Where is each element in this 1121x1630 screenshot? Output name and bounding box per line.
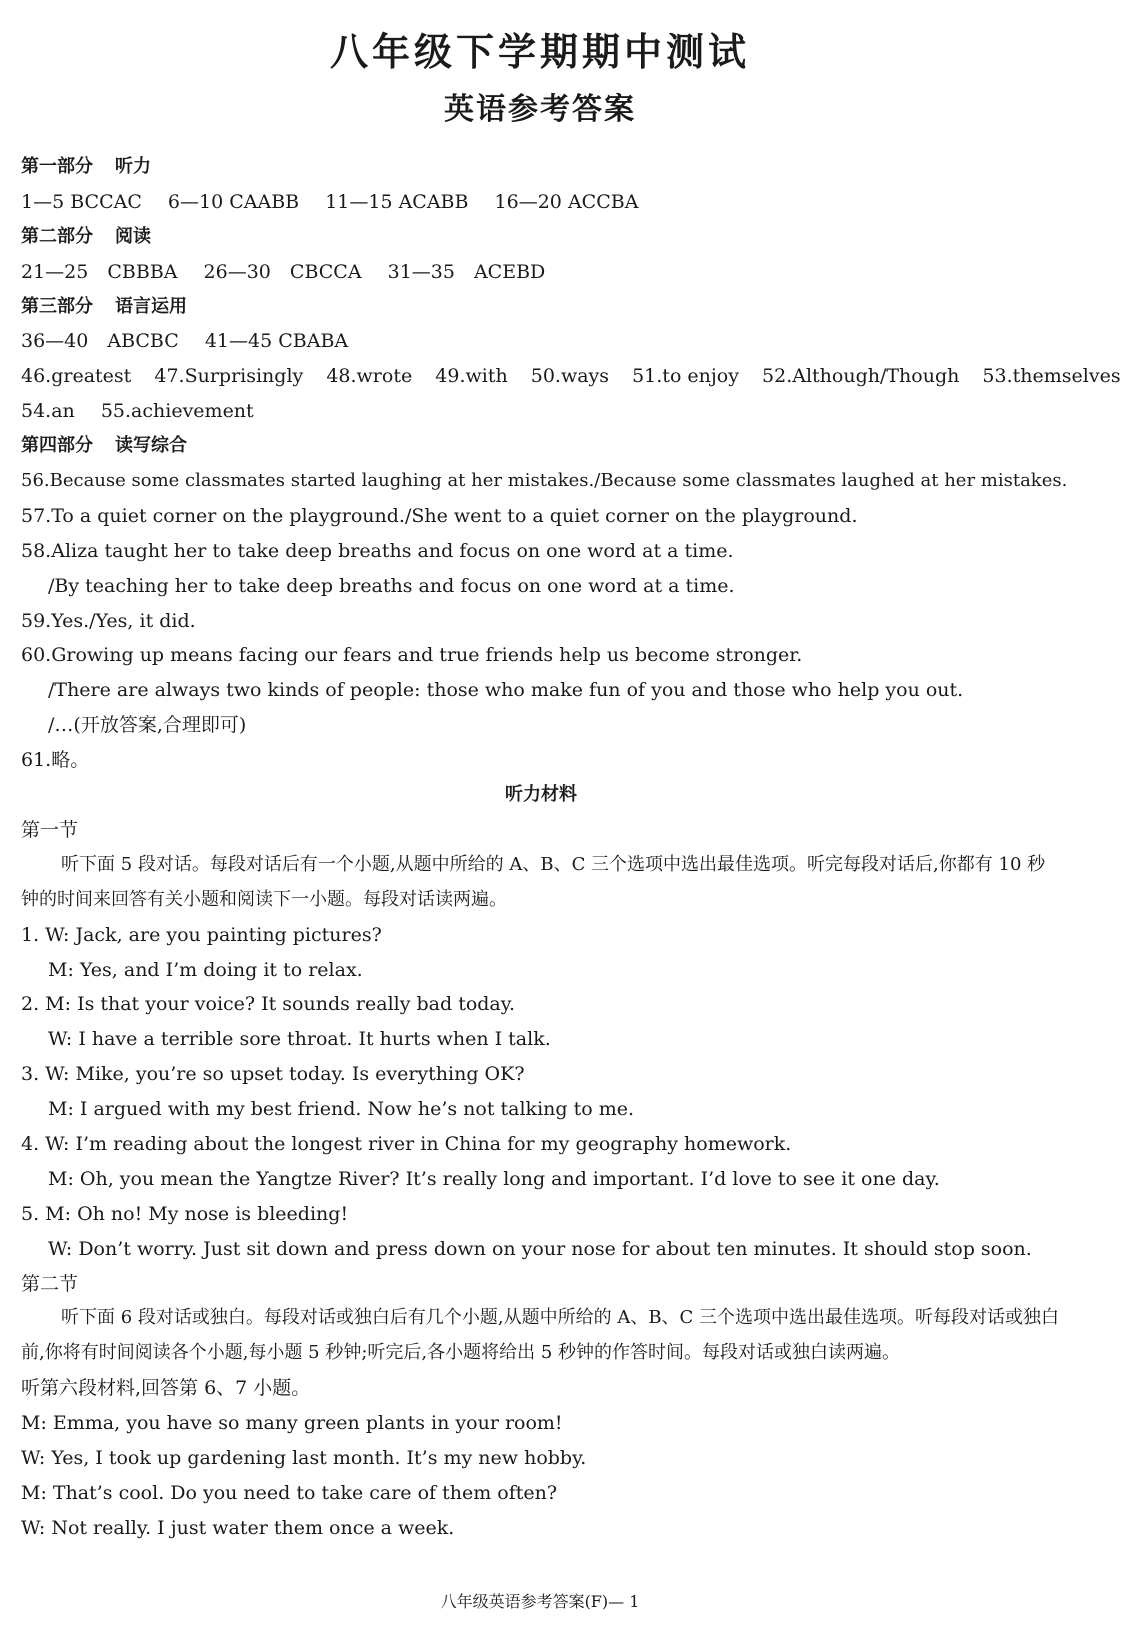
dialogue-line: W: I have a terrible sore throat. It hurts when I talk.	[48, 1028, 551, 1051]
material6-heading: 听第六段材料,回答第 6、7 小题。	[21, 1377, 311, 1400]
dialogue-line: M: Yes, and I’m doing it to relax.	[48, 958, 363, 981]
document-body	[21, 150, 1121, 1546]
part3-answers-row3	[21, 394, 1061, 429]
answer-60: 60.Growing up means facing our fears and true friends help us become stronger.	[21, 644, 803, 667]
dialogue-line: W: Don’t worry. Just sit down and press down on your nose for about ten minutes. It should stop soon.	[48, 1237, 1032, 1260]
answer-group: 21—25 CBBBA	[21, 260, 178, 283]
listening-section2: 第二节	[21, 1272, 79, 1295]
answer-item: 52.Although/Though	[762, 365, 960, 388]
answer-item: 51.to enjoy	[632, 365, 739, 388]
part4-heading-title: 读写综合	[115, 435, 187, 457]
dialogue-line: M: Oh, you mean the Yangtze River? It’s really long and important. I’d love to see it one day.	[48, 1167, 940, 1190]
dialogue-line: 2. M: Is that your voice? It sounds really bad today.	[21, 993, 516, 1016]
material6-line: M: That’s cool. Do you need to take care of them often?	[21, 1481, 558, 1504]
part1-answers	[21, 185, 1061, 220]
answer-57: 57.To a quiet corner on the playground./She went to a quiet corner on the playground.	[21, 504, 858, 527]
answer-item: 48.wrote	[326, 365, 413, 388]
answer-item: 46.greatest	[21, 365, 132, 388]
material6-line: M: Emma, you have so many green plants in your room!	[21, 1412, 563, 1435]
answer-58: 58.Aliza taught her to take deep breaths and focus on one word at a time.	[21, 539, 734, 562]
part3-answers-row1	[21, 324, 1061, 359]
answer-item: 49.with	[435, 365, 508, 388]
answer-group: 26—30 CBCCA	[203, 260, 362, 283]
part3-heading	[21, 290, 1061, 325]
page-subtitle: 英语参考答案	[444, 92, 636, 127]
part1-heading	[21, 150, 1061, 185]
material6-line: W: Yes, I took up gardening last month. It’s my new hobby.	[21, 1447, 587, 1470]
answer-item: 47.Surprisingly	[154, 365, 304, 388]
dialogue-line: M: I argued with my best friend. Now he’s not talking to me.	[48, 1098, 634, 1121]
answer-item: 55.achievement	[100, 400, 254, 423]
answer-56: 56.Because some classmates started laughing at her mistakes./Because some classmates laughed at her mistakes.	[21, 470, 1068, 492]
answer-group: 6—10 CAABB	[167, 190, 300, 213]
answer-group: 11—15 ACABB	[325, 190, 469, 213]
listening-section1: 第一节	[21, 818, 79, 841]
dialogue-line: 1. W: Jack, are you painting pictures?	[21, 923, 382, 946]
answer-item: 53.themselves	[982, 365, 1121, 388]
listening-section2-intro: 听下面 6 段对话或独白。每段对话或独白后有几个小题,从题中所给的 A、B、C 三个选项中选出最佳选项。听每段对话或独白前,你将有时间阅读各个小题,每小题 5 秒钟;听完后,各小题将给出 5 秒钟的作答时间。每段对话或独白读两遍。	[21, 1307, 1060, 1364]
part2-heading-number: 第二部分	[21, 225, 93, 247]
part2-heading-title: 阅读	[115, 225, 151, 247]
answer-group: 41—45 CBABA	[204, 330, 349, 353]
answer-item: 50.ways	[530, 365, 610, 388]
part2-heading	[21, 220, 1061, 255]
answer-59: 59.Yes./Yes, it did.	[21, 609, 196, 632]
answer-58-alt: /By teaching her to take deep breaths and focus on one word at a time.	[48, 574, 735, 597]
answer-group: 16—20 ACCBA	[494, 190, 639, 213]
dialogue-line: 3. W: Mike, you’re so upset today. Is everything OK?	[21, 1063, 525, 1086]
answer-60-alt: /There are always two kinds of people: those who make fun of you and those who help you out.	[48, 679, 964, 702]
part4-heading	[21, 429, 1061, 464]
page-footer: 八年级英语参考答案(F)— 1	[440, 1592, 640, 1611]
part2-answers	[21, 255, 1061, 290]
part1-heading-number: 第一部分	[21, 156, 93, 177]
answer-group: 1—5 BCCAC	[21, 190, 142, 213]
dialogue-line: 4. W: I’m reading about the longest river in China for my geography homework.	[21, 1132, 792, 1155]
dialogue-line: 5. M: Oh no! My nose is bleeding!	[21, 1202, 349, 1225]
answer-item: 54.an	[21, 400, 75, 423]
answer-60-open: /…(开放答案,合理即可)	[48, 714, 247, 737]
part3-heading-number: 第三部分	[21, 295, 93, 317]
listening-section1-intro: 听下面 5 段对话。每段对话后有一个小题,从题中所给的 A、B、C 三个选项中选出最佳选项。听完每段对话后,你都有 10 秒钟的时间来回答有关小题和阅读下一小题。每段对话读两遍。	[21, 853, 1046, 910]
part1-heading-title: 听力	[115, 156, 151, 177]
page-title: 八年级下学期期中测试	[329, 30, 750, 74]
material6-line: W: Not really. I just water them once a week.	[21, 1516, 455, 1539]
answer-61: 61.略。	[21, 749, 90, 772]
answer-group: 31—35 ACEBD	[387, 260, 546, 283]
part3-answers-row2	[21, 359, 1121, 394]
part3-heading-title: 语言运用	[115, 295, 187, 317]
answer-group: 36—40 ABCBC	[21, 330, 179, 353]
part4-heading-number: 第四部分	[21, 435, 93, 457]
listening-heading: 听力材料	[505, 784, 577, 806]
